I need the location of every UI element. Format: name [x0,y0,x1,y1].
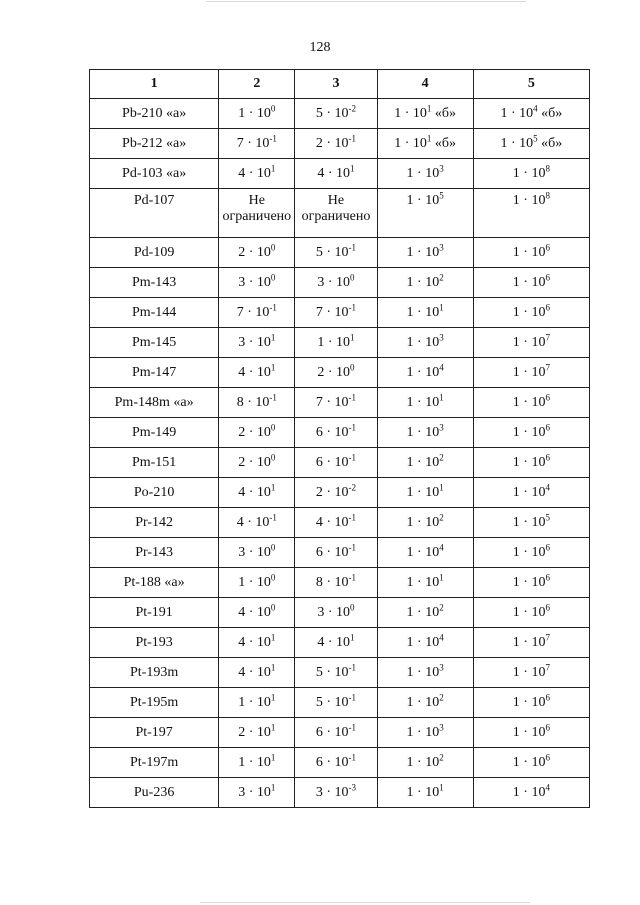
value-cell-col5: $1 \cdot 10^7$ [473,328,589,358]
nuclide-cell: Pt-191 [90,598,219,628]
value-cell-col5: $1 \cdot 10^7$ [473,658,589,688]
value-cell-col2: $1 \cdot 10^0$ [219,99,295,129]
nuclide-cell: Pm-151 [90,448,219,478]
nuclide-cell: Pt-188 «а» [90,568,219,598]
value-cell-col2: $7 \cdot 10^{-1}$ [219,129,295,159]
value-cell-col3: $3 \cdot 10^0$ [295,598,377,628]
value-cell-col2: $8 \cdot 10^{-1}$ [219,388,295,418]
value-cell-col3: $6 \cdot 10^{-1}$ [295,448,377,478]
column-header-4: 4 [377,70,473,99]
value-cell-col2: $3 \cdot 10^0$ [219,538,295,568]
value-cell-col4: $1 \cdot 10^3$ [377,238,473,268]
value-cell-col4: $1 \cdot 10^3$ [377,658,473,688]
table-row [90,268,590,298]
value-cell-col2: $4 \cdot 10^{-1}$ [219,508,295,538]
value-cell-col5: $1 \cdot 10^6$ [473,418,589,448]
table-row [90,99,590,129]
value-cell-col3: $5 \cdot 10^{-1}$ [295,238,377,268]
table-row [90,129,590,159]
nuclide-cell: Pm-147 [90,358,219,388]
value-cell-col4: $1 \cdot 10^3$ [377,328,473,358]
value-cell-col3: $7 \cdot 10^{-1}$ [295,388,377,418]
table-row [90,598,590,628]
table-row [90,358,590,388]
value-cell-col4: $1 \cdot 10^2$ [377,508,473,538]
table-row [90,748,590,778]
nuclide-cell: Pd-109 [90,238,219,268]
value-cell-col4: $1 \cdot 10^5$ [377,189,473,238]
value-cell-col3: $6 \cdot 10^{-1}$ [295,418,377,448]
nuclide-cell: Pr-142 [90,508,219,538]
value-cell-col3: $1 \cdot 10^1$ [295,328,377,358]
value-cell-col4: $1 \cdot 10^1$ [377,568,473,598]
nuclide-cell: Pr-143 [90,538,219,568]
value-cell-col3: $6 \cdot 10^{-1}$ [295,718,377,748]
activity-table [89,69,590,808]
value-cell-col2: $2 \cdot 10^0$ [219,448,295,478]
value-cell-col2: $4 \cdot 10^1$ [219,358,295,388]
nuclide-cell: Pm-145 [90,328,219,358]
value-cell-col2: $1 \cdot 10^1$ [219,748,295,778]
column-header-3: 3 [295,70,377,99]
table-row [90,568,590,598]
value-cell-col4: $1 \cdot 10^1$ «б» [377,129,473,159]
value-cell-col2: $4 \cdot 10^1$ [219,658,295,688]
value-cell-col5: $1 \cdot 10^4$ [473,778,589,808]
table-row [90,189,590,238]
header-row [90,70,590,99]
value-cell-col4: $1 \cdot 10^1$ [377,478,473,508]
value-cell-col4: $1 \cdot 10^3$ [377,718,473,748]
value-cell-col3: $4 \cdot 10^1$ [295,159,377,189]
value-cell-col5: $1 \cdot 10^6$ [473,598,589,628]
value-cell-col5: $1 \cdot 10^8$ [473,159,589,189]
top-rule [206,1,526,2]
value-cell-col5: $1 \cdot 10^6$ [473,448,589,478]
table-row [90,718,590,748]
value-cell-col4: $1 \cdot 10^1$ [377,298,473,328]
value-cell-col3: $8 \cdot 10^{-1}$ [295,568,377,598]
nuclide-cell: Pd-107 [90,189,219,238]
value-cell-col5: $1 \cdot 10^6$ [473,538,589,568]
value-cell-col2: $1 \cdot 10^1$ [219,688,295,718]
value-cell-col5: $1 \cdot 10^6$ [473,568,589,598]
value-cell-col3: $4 \cdot 10^1$ [295,628,377,658]
value-cell-col2: $4 \cdot 10^1$ [219,628,295,658]
table-row [90,688,590,718]
nuclide-cell: Pt-197 [90,718,219,748]
nuclide-cell: Pd-103 «а» [90,159,219,189]
value-cell-col4: $1 \cdot 10^4$ [377,358,473,388]
nuclide-cell: Pm-149 [90,418,219,448]
table-row [90,159,590,189]
value-cell-col5: $1 \cdot 10^6$ [473,298,589,328]
value-cell-col5: $1 \cdot 10^7$ [473,628,589,658]
value-cell-col2: $2 \cdot 10^0$ [219,418,295,448]
nuclide-cell: Pt-193m [90,658,219,688]
column-header-5: 5 [473,70,589,99]
value-cell-col2: $2 \cdot 10^1$ [219,718,295,748]
value-cell-col5: $1 \cdot 10^4$ «б» [473,99,589,129]
value-cell-col2: Не ограничено [219,189,295,238]
value-cell-col4: $1 \cdot 10^2$ [377,748,473,778]
table-row [90,478,590,508]
table-row [90,508,590,538]
value-cell-col4: $1 \cdot 10^3$ [377,159,473,189]
value-cell-col2: $2 \cdot 10^0$ [219,238,295,268]
value-cell-col5: $1 \cdot 10^8$ [473,189,589,238]
value-cell-col5: $1 \cdot 10^6$ [473,688,589,718]
value-cell-col4: $1 \cdot 10^1$ [377,388,473,418]
value-cell-col4: $1 \cdot 10^2$ [377,688,473,718]
value-cell-col3: Не ограничено [295,189,377,238]
value-cell-col2: $3 \cdot 10^0$ [219,268,295,298]
value-cell-col4: $1 \cdot 10^4$ [377,628,473,658]
value-cell-col3: $2 \cdot 10^0$ [295,358,377,388]
value-cell-col4: $1 \cdot 10^2$ [377,598,473,628]
value-cell-col3: $3 \cdot 10^{-3}$ [295,778,377,808]
page-number: 128 [309,40,331,55]
table-row [90,538,590,568]
nuclide-cell: Pm-148m «а» [90,388,219,418]
nuclide-cell: Pu-236 [90,778,219,808]
value-cell-col2: $4 \cdot 10^1$ [219,159,295,189]
value-cell-col3: $7 \cdot 10^{-1}$ [295,298,377,328]
nuclide-cell: Pb-212 «а» [90,129,219,159]
table-row [90,448,590,478]
value-cell-col4: $1 \cdot 10^1$ [377,778,473,808]
nuclide-cell: Pt-195m [90,688,219,718]
nuclide-cell: Pt-197m [90,748,219,778]
value-cell-col4: $1 \cdot 10^4$ [377,538,473,568]
value-cell-col4: $1 \cdot 10^3$ [377,418,473,448]
nuclide-cell: Pm-144 [90,298,219,328]
column-header-1: 1 [90,70,219,99]
value-cell-col5: $1 \cdot 10^5$ [473,508,589,538]
table-row [90,388,590,418]
value-cell-col5: $1 \cdot 10^4$ [473,478,589,508]
value-cell-col5: $1 \cdot 10^6$ [473,268,589,298]
value-cell-col3: $2 \cdot 10^{-2}$ [295,478,377,508]
value-cell-col2: $3 \cdot 10^1$ [219,328,295,358]
value-cell-col3: $5 \cdot 10^{-1}$ [295,658,377,688]
table-row [90,238,590,268]
table-row [90,658,590,688]
table-row [90,778,590,808]
value-cell-col5: $1 \cdot 10^6$ [473,718,589,748]
value-cell-col2: $7 \cdot 10^{-1}$ [219,298,295,328]
nuclide-cell: Pt-193 [90,628,219,658]
value-cell-col5: $1 \cdot 10^6$ [473,388,589,418]
value-cell-col4: $1 \cdot 10^1$ «б» [377,99,473,129]
value-cell-col5: $1 \cdot 10^5$ «б» [473,129,589,159]
value-cell-col3: $6 \cdot 10^{-1}$ [295,538,377,568]
value-cell-col3: $5 \cdot 10^{-1}$ [295,688,377,718]
value-cell-col3: $6 \cdot 10^{-1}$ [295,748,377,778]
value-cell-col4: $1 \cdot 10^2$ [377,268,473,298]
table-row [90,298,590,328]
value-cell-col3: $3 \cdot 10^0$ [295,268,377,298]
value-cell-col3: $5 \cdot 10^{-2}$ [295,99,377,129]
value-cell-col5: $1 \cdot 10^7$ [473,358,589,388]
value-cell-col4: $1 \cdot 10^2$ [377,448,473,478]
value-cell-col2: $1 \cdot 10^0$ [219,568,295,598]
table-row [90,328,590,358]
column-header-2: 2 [219,70,295,99]
value-cell-col3: $2 \cdot 10^{-1}$ [295,129,377,159]
nuclide-cell: Po-210 [90,478,219,508]
table-row [90,628,590,658]
value-cell-col3: $4 \cdot 10^{-1}$ [295,508,377,538]
value-cell-col2: $4 \cdot 10^0$ [219,598,295,628]
value-cell-col2: $3 \cdot 10^1$ [219,778,295,808]
value-cell-col2: $4 \cdot 10^1$ [219,478,295,508]
value-cell-col5: $1 \cdot 10^6$ [473,238,589,268]
bottom-rule [200,902,530,903]
table-row [90,418,590,448]
nuclide-cell: Pb-210 «а» [90,99,219,129]
value-cell-col5: $1 \cdot 10^6$ [473,748,589,778]
nuclide-cell: Pm-143 [90,268,219,298]
